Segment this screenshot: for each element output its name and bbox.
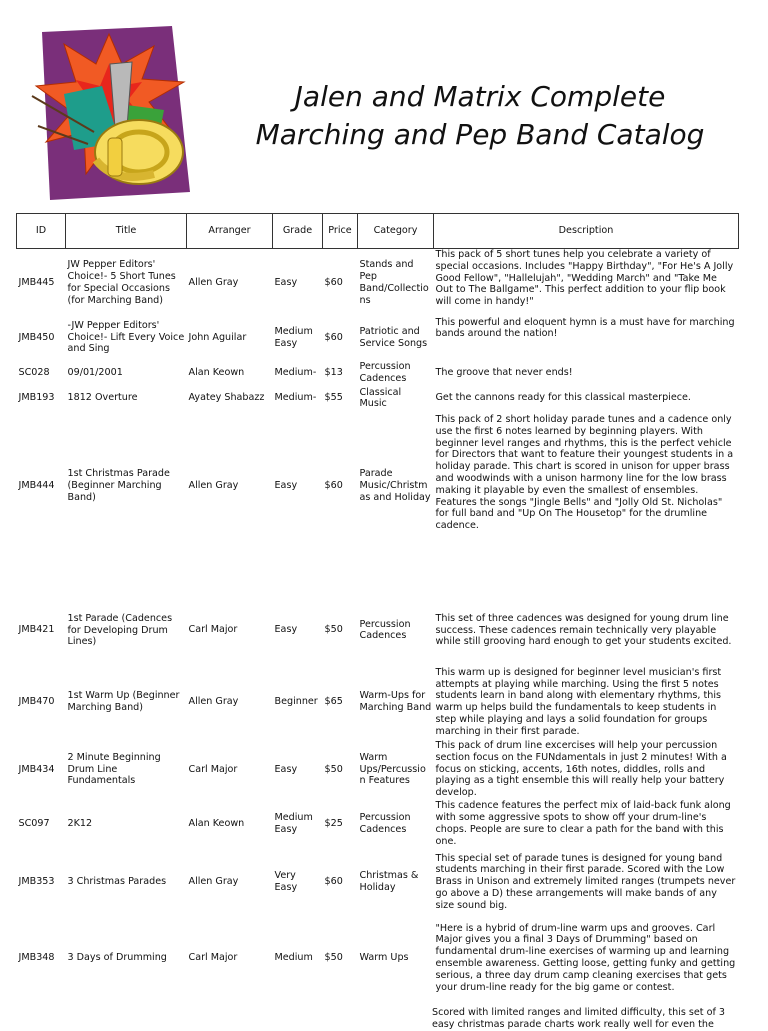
cell-id: JMB445: [18, 276, 55, 288]
cell-title: 2K12: [67, 818, 93, 830]
cell-price: $13: [324, 366, 343, 378]
table-row: [17, 849, 739, 915]
table-row: [17, 317, 739, 359]
cell-description: This set of three cadences was designed for young drum line success. These cadences remain technically very playable while still grooving hard enough to get your students excited.: [435, 612, 732, 648]
cell-title: -JW Pepper Editors' Choice!- Lift Every Voice and Sing: [67, 319, 185, 355]
cell-id: JMB470: [18, 696, 55, 708]
table-row: [17, 915, 739, 1001]
cell-category: Stands and Pep Band/Collections: [359, 259, 429, 306]
cell-price: $60: [324, 331, 343, 343]
cell-arranger: Allen Gray: [188, 696, 239, 708]
table-row: [17, 664, 739, 740]
cell-grade: Easy: [274, 624, 298, 636]
cell-grade: Easy: [274, 276, 298, 288]
cell-grade: Very Easy: [274, 870, 298, 894]
table-row: [17, 799, 739, 849]
cell-title: 1812 Overture: [67, 392, 138, 404]
cell-title: 1st Christmas Parade (Beginner Marching Band): [67, 468, 170, 503]
cell-price: $50: [324, 624, 343, 636]
catalog-table: [16, 213, 739, 1001]
cell-id: JMB353: [18, 876, 55, 888]
band-instruments-logo: [24, 24, 194, 204]
cell-arranger: Carl Major: [188, 763, 238, 775]
cell-description: This pack of 2 short holiday parade tunes and a cadence only use the first 6 notes learned by beginning players. With beginner level ranges and rhythms, this is the perfect vehicle for Directors that want to feature their youngest students in a holiday parade. This chart is scored in unison for upper brass and woodwinds with a unison harmony line for the low brass making it playable by even the smallest of ensembles. Features the songs "Jingle Bells" and "Jolly Old St. Nicholas" for full band and "Up On The Housetop" for the drumline cadence.: [435, 414, 734, 532]
cell-category: Warm Ups: [359, 952, 409, 964]
table-row: [17, 387, 739, 411]
cell-arranger: Allen Gray: [188, 876, 239, 888]
cell-description: This special set of parade tunes is designed for young band students marching in their first parade. Scored with the Low Brass in Unison and extremely limited ranges (trumpets never go above a D) these arrangements will make bands of any size sound big.: [435, 852, 736, 911]
cell-id: JMB421: [18, 624, 55, 636]
cell-category: Percussion Cadences: [359, 360, 411, 384]
title-line-2: Marching and Pep Band Catalog: [255, 118, 705, 151]
cell-description: The groove that never ends!: [435, 366, 573, 378]
cell-arranger: Alan Keown: [188, 366, 245, 378]
cell-price: $60: [324, 276, 343, 288]
cell-id: SC028: [18, 366, 50, 378]
cell-category: Parade Music/Christmas and Holiday: [359, 468, 431, 503]
cell-description: This pack of drum line excercises will help your percussion section focus on the FUNdamentals in just 2 minutes! With a focus on sticking, accents, 16th notes, diddles, rolls and playing as a tight ensemble this will really help your battery develop.: [435, 740, 727, 799]
cell-grade: Easy: [274, 480, 298, 492]
cell-id: SC097: [18, 818, 50, 830]
cell-title: 09/01/2001: [67, 366, 123, 378]
cell-description: Get the cannons ready for this classical masterpiece.: [435, 392, 691, 404]
catalog-title: [210, 78, 750, 154]
column-header-category: Category: [358, 214, 434, 249]
cell-title: JW Pepper Editors' Choice!- 5 Short Tunes for Special Occasions (for Marching Band): [67, 259, 176, 306]
column-header-price: Price: [323, 214, 358, 249]
cell-grade: Beginner: [274, 696, 318, 708]
cell-arranger: Allen Gray: [188, 480, 239, 492]
cell-category: Percussion Cadences: [359, 812, 411, 836]
cell-title: 2 Minute Beginning Drum Line Fundamentals: [67, 751, 161, 787]
cell-arranger: Alan Keown: [188, 818, 245, 830]
table-row: [17, 410, 739, 562]
cell-arranger: Carl Major: [188, 624, 238, 636]
cell-category: Percussion Cadences: [359, 618, 411, 642]
column-header-grade: Grade: [273, 214, 323, 249]
cell-price: $55: [324, 392, 343, 404]
title-line-1: Jalen and Matrix Complete: [294, 80, 666, 113]
table-row: [17, 562, 739, 664]
cell-arranger: John Aguilar: [188, 331, 247, 343]
cell-id: JMB193: [18, 392, 55, 404]
cell-grade: Medium-: [274, 366, 317, 378]
cell-category: Warm-Ups for Marching Band: [359, 690, 432, 714]
cell-category: Warm Ups/Percussion Features: [359, 751, 426, 787]
column-header-id: ID: [17, 214, 66, 249]
cell-id: JMB434: [18, 763, 55, 775]
cell-description: "Here is a hybrid of drum-line warm ups and grooves. Carl Major gives you a final 3 Days of Drumming" based on fundamental drum-line exercises of warming up and learning ensemble awareness. Getting loose, getting funky and getting serious, a three day drum camp cleaning exercises that gets your drum-line ready for the big game or contest.: [435, 922, 736, 993]
table-row: [17, 359, 739, 387]
table-row: [17, 249, 739, 317]
cell-description: This powerful and eloquent hymn is a must have for marching bands around the nation!: [435, 316, 735, 340]
cell-title: 1st Warm Up (Beginner Marching Band): [67, 690, 180, 714]
cell-id: JMB444: [18, 480, 55, 492]
table-header-row: [17, 214, 739, 249]
cell-title: 3 Christmas Parades: [67, 876, 167, 888]
cell-grade: Medium Easy: [274, 325, 313, 349]
cell-description: This pack of 5 short tunes help you celebrate a variety of special occasions. Includes "Happy Birthday", "For He's A Jolly Good Fellow", "Hallelujah", "Wedding March" and "Take Me Out to The Ballgame". This perfect addition to your flip book will come in handy!": [435, 249, 734, 308]
cell-title: 3 Days of Drumming: [67, 952, 167, 964]
cell-price: $65: [324, 696, 343, 708]
column-header-description: Description: [434, 214, 739, 249]
cell-price: $50: [324, 952, 343, 964]
cell-grade: Medium-: [274, 392, 317, 404]
cell-grade: Easy: [274, 763, 298, 775]
cell-category: Christmas & Holiday: [359, 870, 419, 894]
table-row: [17, 740, 739, 799]
cell-grade: Medium Easy: [274, 812, 313, 836]
cell-price: $60: [324, 876, 343, 888]
cell-id: JMB450: [18, 331, 55, 343]
column-header-title: Title: [66, 214, 187, 249]
trailing-description: Scored with limited ranges and limited difficulty, this set of 3 easy christmas parade charts work really well for even the: [432, 1007, 726, 1030]
cell-price: $50: [324, 763, 343, 775]
cell-grade: Medium: [274, 952, 313, 964]
cell-description: This cadence features the perfect mix of laid-back funk along with some aggressive spots to show off your drum-line's chops. People are sure to clear a path for the band with this one.: [435, 800, 731, 847]
cell-description: This warm up is designed for beginner level musician's first attempts at playing while marching. Using the first 5 notes students learn in band along with elementary rhythms, this warm up helps build the fundamentals to keep students in step while playing and lays a solid foundation for groups marching in their first parade.: [435, 666, 722, 737]
cell-title: 1st Parade (Cadences for Developing Drum Lines): [67, 612, 173, 648]
cell-arranger: Allen Gray: [188, 276, 239, 288]
cell-price: $60: [324, 480, 343, 492]
cell-category: Classical Music: [359, 386, 402, 410]
cell-price: $25: [324, 818, 343, 830]
cell-arranger: Ayatey Shabazz: [188, 392, 265, 404]
cell-category: Patriotic and Service Songs: [359, 325, 428, 349]
cell-id: JMB348: [18, 952, 55, 964]
column-header-arranger: Arranger: [187, 214, 273, 249]
cell-arranger: Carl Major: [188, 952, 238, 964]
